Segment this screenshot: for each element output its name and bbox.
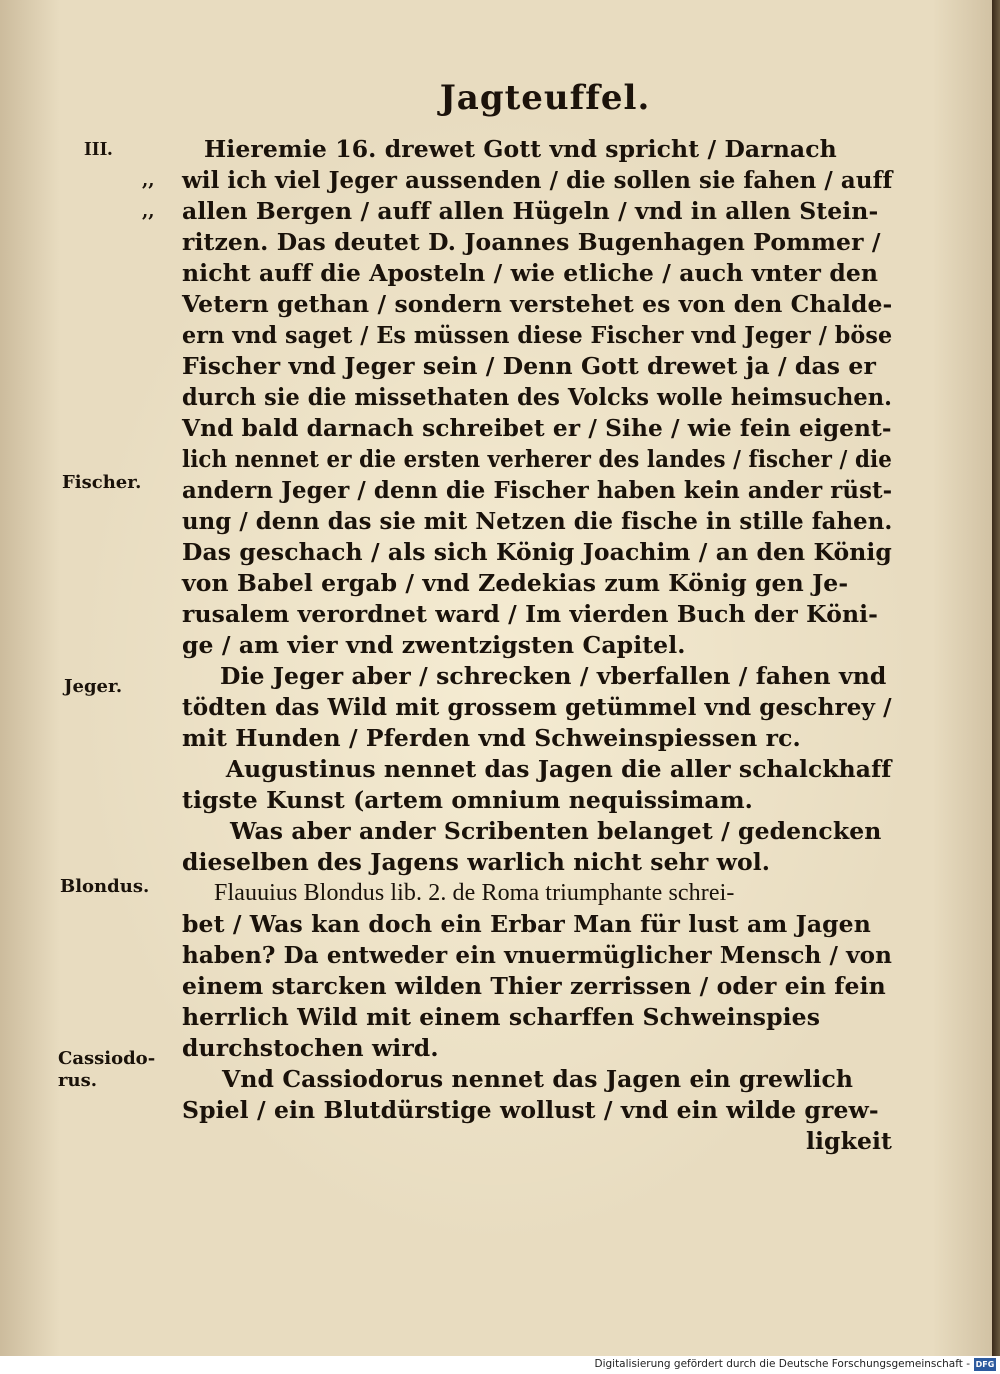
text-line: Fischer vnd Jeger sein / Denn Gott drewet ja / das er xyxy=(182,352,876,380)
text-line: rusalem verordnet ward / Im vierden Buch der Köni- xyxy=(182,600,879,628)
text-line: Vetern gethan / sondern verstehet es von den Chalde- xyxy=(182,290,893,318)
text-line: wil ich viel Jeger aussenden / die sollen sie fahen / auff xyxy=(182,166,893,194)
margin-note-jeger: Jeger. xyxy=(64,676,123,697)
folio-number: III. xyxy=(84,138,113,160)
text-line: einem starcken wilden Thier zerrissen / oder ein fein xyxy=(182,972,886,1000)
text-line: herrlich Wild mit einem scharffen Schweinspies xyxy=(182,1003,821,1031)
footer-bar xyxy=(0,1356,1000,1374)
margin-note-cassiodorus xyxy=(58,1048,155,1092)
text-line: andern Jeger / denn die Fischer haben kein ander rüst- xyxy=(182,476,893,504)
text-line: ge / am vier vnd zwentzigsten Capitel. xyxy=(182,631,686,659)
text-line: dieselben des Jagens warlich nicht sehr wol. xyxy=(182,848,771,876)
margin-note-cassiodorus-line2: rus. xyxy=(58,1070,97,1091)
text-line: nicht auff die Aposteln / wie etliche / auch vnter den xyxy=(182,259,879,287)
text-line: Flauuius Blondus lib. 2. de Roma triumphante schrei- xyxy=(214,880,735,906)
quote-mark: ,, xyxy=(142,201,155,222)
footer-credit: Digitalisierung gefördert durch die Deutsche Forschungsgemeinschaft - xyxy=(594,1358,970,1370)
body-text xyxy=(182,134,892,1157)
margin-note-fischer: Fischer. xyxy=(62,472,142,493)
text-line: Das geschach / als sich König Joachim / an den König xyxy=(182,538,892,566)
text-line: Was aber ander Scribenten belanget / gedencken xyxy=(230,817,882,845)
text-line: haben? Da entweder ein vnuermüglicher Mensch / von xyxy=(182,941,893,969)
text-line: tigste Kunst (artem omnium nequissimam. xyxy=(182,786,753,814)
text-line: ritzen. Das deutet D. Joannes Bugenhagen Pommer / xyxy=(182,228,881,256)
text-line: Vnd bald darnach schreibet er / Sihe / wie fein eigent- xyxy=(182,414,892,442)
text-line: mit Hunden / Pferden vnd Schweinspiessen rc. xyxy=(182,724,801,752)
dfg-logo-icon: DFG xyxy=(975,1360,995,1369)
text-line: durchstochen wird. xyxy=(182,1034,439,1062)
margin-note-cassiodorus-line1: Cassiodo- xyxy=(58,1048,156,1069)
margin-note-blondus: Blondus. xyxy=(60,876,150,897)
text-line: Spiel / ein Blutdürstige wollust / vnd ein wilde grew- xyxy=(182,1096,879,1124)
text-line: ligkeit xyxy=(805,1127,892,1155)
text-line: Hieremie 16. drewet Gott vnd spricht / Darnach xyxy=(204,135,837,163)
text-line: Vnd Cassiodorus nennet das Jagen ein grewlich xyxy=(222,1065,854,1093)
text-line: bet / Was kan doch ein Erbar Man für lust am Jagen xyxy=(182,910,871,938)
text-line: ern vnd saget / Es müssen diese Fischer vnd Jeger / böse xyxy=(182,321,893,349)
text-line: allen Bergen / auff allen Hügeln / vnd in allen Stein- xyxy=(182,197,879,225)
text-line: durch sie die missethaten des Volcks wolle heimsuchen. xyxy=(182,383,892,411)
text-line: Augustinus nennet das Jagen die aller schalckhaff xyxy=(225,755,892,783)
running-head xyxy=(0,78,1000,118)
quote-mark: ,, xyxy=(142,170,155,191)
text-line: von Babel ergab / vnd Zedekias zum König gen Je- xyxy=(182,569,849,597)
text-line: ung / denn das sie mit Netzen die fische in stille fahen. xyxy=(182,507,893,535)
text-line: lich nennet er die ersten verherer des landes / fischer / die xyxy=(182,445,892,473)
text-line: tödten das Wild mit grossem getümmel vnd geschrey / xyxy=(182,693,892,721)
page-edge xyxy=(992,0,1000,1356)
running-head-text: Jagteuffel. xyxy=(439,78,651,118)
text-line: Die Jeger aber / schrecken / vberfallen / fahen vnd xyxy=(220,662,887,690)
